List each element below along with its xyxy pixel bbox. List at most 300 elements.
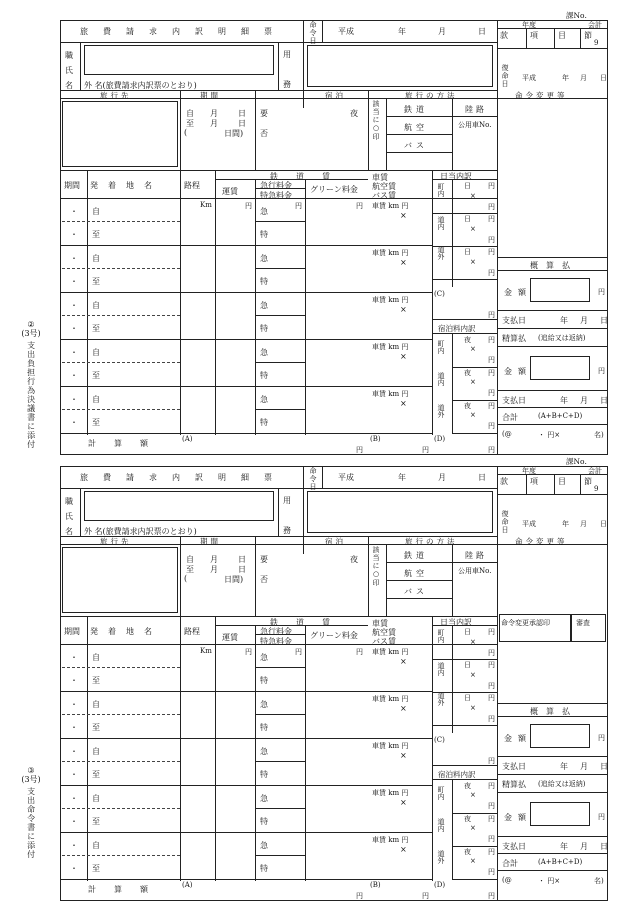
divider [554,28,555,48]
divider [80,42,81,90]
label-toku: 特 [260,277,268,286]
label-goukei: 合計 [502,859,518,868]
label-kake: × [470,704,476,712]
label-kake: × [470,857,476,865]
label-hi: 日 [238,119,246,128]
label-toku: 特 [260,230,268,239]
label-tsuki: 月 [580,396,588,405]
label-ji: 自 [92,653,100,662]
label-meirei-bi: 命令日 [309,467,317,491]
divider [255,362,305,363]
label-ji: 自 [92,348,100,357]
advance-amount-field[interactable] [530,724,590,748]
label-kake: × [470,258,476,266]
divider [255,634,305,635]
label-kingaku: 金額 [504,288,532,297]
label-rodo: 陸路 [465,551,487,560]
divider [80,488,81,536]
divider [497,716,608,717]
divider [452,544,453,616]
label-moku: 目 [558,31,566,40]
label-kake: × [400,704,407,713]
divider [368,536,369,616]
label-itaru: 至 [92,676,100,685]
label-kake: × [470,345,476,353]
label-km: Km [200,201,212,209]
divider [87,170,88,435]
label-itaru: 至 [92,817,100,826]
dashed-divider [62,268,180,269]
label-en: 円 [245,202,252,210]
divider [432,779,497,780]
divider [497,853,608,854]
label-en: 円 [488,682,495,690]
divider [386,116,452,117]
name-field[interactable] [84,491,274,521]
label-dot: ・ [70,817,78,826]
label-ryokou-saki: 旅行先 [100,91,132,100]
label-ji: 自 [92,841,100,850]
divider [497,407,608,408]
paren: ( [184,574,188,583]
label-en: 円 [488,815,495,823]
label-you2: 要 [260,109,268,118]
label-yoru: 夜 [350,555,358,564]
label-dot: ・ [70,348,78,357]
paren: ( [184,128,188,137]
label-shiharai_bi: 支払日 [502,396,526,405]
label-dounai: 道内 [437,818,445,832]
label-seisan: 精算払 [502,780,526,789]
label-nen: 年 [560,396,568,405]
label-dot: ・ [70,277,78,286]
label-heisei: 平成 [522,520,536,528]
label-kake: × [470,671,476,679]
divider [497,98,498,455]
label-goukei: 合計 [502,413,518,422]
label-itaru: 至 [92,864,100,873]
label-hatchaku: 発着地名 [90,181,162,190]
label-dougai: 道外 [437,692,445,706]
label-kou: 項 [530,477,538,486]
label-kake: × [400,845,407,854]
label-tsuki: 月 [210,119,218,128]
destination-field[interactable] [62,101,178,167]
label-tokkyu: 特急料金 [260,637,292,646]
dashed-divider [62,855,180,856]
divider [452,625,453,733]
label-nen: 年 [562,74,569,82]
label-nitto: 日当内訳 [440,618,472,627]
label-kikan: 期間 [200,91,221,100]
divider [386,152,452,153]
label-itaru: 至 [92,418,100,427]
divider [497,792,608,793]
divider [580,474,581,494]
divider [432,170,433,435]
label-kyu: 急 [260,207,268,216]
label-nen: 年 [560,762,568,771]
divider [278,42,279,90]
label-tsuki: 月 [580,762,588,771]
label-dot: ・ [70,371,78,380]
label-ji: 自 [92,700,100,709]
label-kyu: 急 [260,700,268,709]
divider [255,221,305,222]
label-tokkyu: 特急料金 [260,191,292,200]
label-B: (B) [370,881,381,889]
label-at: (@ [502,430,512,438]
divider [60,691,432,692]
divider [497,544,498,901]
divider [60,644,497,645]
divider [497,703,608,704]
label-unchin: 運賃 [222,633,238,642]
label-dot: ・ [70,841,78,850]
label-kake: × [400,211,407,220]
label-toku: 特 [260,770,268,779]
label-toku: 特 [260,723,268,732]
label-en: 円 [598,734,605,742]
label-moku: 目 [558,477,566,486]
label-dot: ・ [70,676,78,685]
divider [368,90,369,170]
label-dot: ・ [70,770,78,779]
label-toku: 特 [260,676,268,685]
travel-expense-form [60,20,608,455]
dashed-divider [62,315,180,316]
divider [60,832,432,833]
label-heisei: 平成 [338,473,354,482]
purpose-field[interactable] [307,491,493,533]
divider [452,179,453,287]
label-hi2: 否 [260,575,268,584]
label-shukuhaku_uchiwake: 宿泊料内訳 [438,770,476,779]
divider [432,279,497,280]
divider [255,315,305,316]
form-title: 旅費請求内訳明細票 [80,473,287,482]
label-nichi: 日 [464,694,471,702]
label-nichi: 日 [464,628,471,636]
divider [432,319,497,320]
label-shachin: 車賃 [372,173,388,182]
label-shachin-km: 車賃 km 円 [372,742,409,750]
label-keisan: 計算額 [88,439,166,448]
destination-field[interactable] [62,547,178,613]
divider [526,474,527,494]
label-hi: 日 [238,555,246,564]
label-green: グリーン料金 [310,185,358,194]
label-mei: 名 [65,527,73,536]
divider [497,774,608,775]
label-en: 円 [488,389,495,397]
section-number-label: 課No. [566,11,587,20]
label-toku: 特 [260,418,268,427]
label-chounai: 町内 [437,340,445,354]
label-en: 円 [488,269,495,277]
divider [255,188,305,189]
label-kake: × [400,657,407,666]
label-nendo: 年度 [522,467,536,475]
label-tsuki: 月 [438,473,446,482]
label-dot: ・ [70,653,78,662]
label-en: 円 [488,402,495,410]
label-nichi: 日 [464,661,471,669]
label-tsuki: 月 [580,74,587,82]
label-keisan: 計算額 [88,885,166,894]
label-shachin: 車賃 [372,619,388,628]
divider [303,20,304,108]
divider [497,328,608,329]
label-kake: × [470,192,476,200]
divider [60,386,432,387]
settlement-amount-field[interactable] [530,356,590,380]
label-dot: ・ [70,230,78,239]
divider [452,779,453,879]
label-en: 円 [488,715,495,723]
label-chounai: 町内 [437,183,445,197]
label-kyuko: 急行料金 [260,627,292,636]
label-shachin-km: 車賃 km 円 [372,648,409,656]
divider [497,346,608,347]
divider [255,808,305,809]
label-en: 円 [488,649,495,657]
label-en: 円 [488,422,495,430]
label-itaru: 至 [186,565,194,574]
label-dougai: 道外 [437,246,445,260]
label-tsuki: 月 [580,520,587,528]
label-heisei: 平成 [522,74,536,82]
label-A: (A) [182,435,193,443]
label-shachin-km: 車賃 km 円 [372,695,409,703]
divider [452,116,497,117]
label-itaru: 至 [92,277,100,286]
label-unchin: 運賃 [222,187,238,196]
label-km: Km [200,647,212,655]
label-kake: × [400,258,407,267]
label-en: 円 [488,369,495,377]
label-tsuki: 月 [580,316,588,325]
label-kake: × [470,378,476,386]
divider [87,616,88,881]
label-kouyousha: 公用車No. [458,121,492,129]
label-shi: 氏 [65,512,73,521]
divider [497,836,608,837]
label-koukuu_chin: 航空賃 [372,182,396,191]
label-name_note: 外 名(旅費請求内訳票のとおり) [84,81,197,90]
label-dot: ・ [70,395,78,404]
label-shukuhaku: 宿泊 [325,537,346,546]
divider [180,90,181,170]
label-en: 円 [488,868,495,876]
label-dot: ・ [70,418,78,427]
label-mu: 務 [283,526,291,535]
label-hi: 日 [600,74,607,82]
divider [497,756,608,757]
label-D: (D) [434,435,446,443]
label-basu: バス [404,141,428,150]
label-green: グリーン料金 [310,631,358,640]
divider [60,738,432,739]
label-rotei: 路程 [184,181,200,190]
label-kake: × [400,751,407,760]
label-shachin-km: 車賃 km 円 [372,836,409,844]
label-toku: 特 [260,817,268,826]
label-ryokou-houhou: 旅行の方法 [405,91,458,100]
divider [60,98,497,99]
label-rokou: 航空 [404,569,428,578]
label-dougai: 道外 [437,404,445,418]
divider [452,562,497,563]
label-dot: ・ [70,864,78,873]
label-tetsudou: 鉄道 [404,105,428,114]
label-dounai: 道内 [437,216,445,230]
label-you2: 要 [260,555,268,564]
divider [386,134,452,135]
label-hi: 日 [600,762,608,771]
label-dot: ・ [70,794,78,803]
label-ji: 自 [92,254,100,263]
label-hi: 日 [238,109,246,118]
divider [255,409,305,410]
label-ryokou-saki: 旅行先 [100,537,132,546]
divider [255,179,256,435]
divider [255,761,305,762]
divider [432,625,497,626]
divider [497,390,608,391]
dashed-divider [62,221,180,222]
form-number: ③ [27,766,35,775]
label-en: 円 [488,311,495,319]
label-ji: 自 [186,109,194,118]
label-ryokou-houhou: 旅行の方法 [405,537,458,546]
label-rokou: 航空 [404,123,428,132]
label-en: 円 [488,661,495,669]
label-rotei: 路程 [184,627,200,636]
label-hi: 日 [600,316,608,325]
label-kake: × [470,638,476,646]
label-en: 円 [422,446,429,454]
label-kikan: 期間 [200,537,221,546]
label-en: 円 [488,694,495,702]
label-nichi: 日 [464,182,471,190]
label-ji: 自 [92,794,100,803]
label-kyu: 急 [260,747,268,756]
label-toku: 特 [260,864,268,873]
divider [255,625,256,881]
label-gaisan: 概算払 [530,261,578,270]
label-mei: 名 [65,81,73,90]
divider [452,98,453,170]
divider [255,90,256,170]
attachment-text: 支出負担行為決議書に添付 [26,341,36,450]
label-en: 円 [488,336,495,344]
advance-amount-field[interactable] [530,278,590,302]
divider [215,170,216,435]
label-en: 円 [488,248,495,256]
label-en: 円 [488,848,495,856]
divider [255,855,305,856]
label-itaru: 至 [92,723,100,732]
divider [386,598,452,599]
label-kaikei: 会計 [588,467,602,475]
label-en: 円 [598,367,605,375]
label-shachin-km: 車賃 km 円 [372,296,409,304]
label-yoru2: 夜 [464,815,471,823]
label-en: 円 [488,182,495,190]
label-setsu: 節 [584,31,592,40]
label-meirei-henkou: 命令変更等 [515,537,568,546]
settlement-amount-field[interactable] [530,802,590,826]
label-nichi: 日 [464,248,471,256]
label-seisan_note: (追給又は返納) [538,334,586,342]
label-shachin-km: 車賃 km 円 [372,390,409,398]
divider [497,257,608,258]
label-gaitou: 該当に○印 [372,546,380,587]
divider [386,580,452,581]
label-itaru: 至 [186,119,194,128]
label-you: 用 [283,496,291,505]
attachment-text: 支出命令書に添付 [26,787,36,860]
label-dot: ・ [70,324,78,333]
divider [215,616,216,881]
label-A: (A) [182,881,193,889]
label-en: 円 [488,446,495,454]
label-nen: 年 [560,842,568,851]
label-kikan2: 期間 [64,181,80,190]
dashed-divider [62,808,180,809]
label-en: 円 [488,236,495,244]
label-heisei: 平成 [338,27,354,36]
label-name_note: 外 名(旅費請求内訳票のとおり) [84,527,197,536]
label-en: 円 [488,356,495,364]
label-dot: ・ [70,254,78,263]
label-fukumei-bi: 復命日 [501,64,509,88]
section-number-label: 課No. [566,457,587,466]
divider [180,536,181,616]
label-yoru2: 夜 [464,848,471,856]
label-hi: 日 [478,27,486,36]
divider [497,270,608,271]
label-fukumei-bi: 復命日 [501,510,509,534]
label-kan: 款 [500,477,508,486]
label-en: 円 [488,757,495,765]
label-shachin-km: 車賃 km 円 [372,789,409,797]
divider [305,179,306,435]
attachment-note [6,766,56,862]
label-en: 円 [295,648,302,656]
label-nen: 年 [562,520,569,528]
form-code: (3号) [21,775,41,785]
label-chounai: 町内 [437,786,445,800]
name-field[interactable] [84,45,274,75]
label-gaitou: 該当に○印 [372,100,380,141]
divider [452,879,497,880]
divider [60,544,497,545]
label-itaru: 至 [92,230,100,239]
label-basu_chin: バス賃 [372,637,396,646]
divider [60,245,432,246]
label-goukei_formula: (A+B+C+D) [538,858,583,866]
divider [255,714,305,715]
label-en: 円 [422,892,429,900]
label-B: (B) [370,435,381,443]
label-C: (C) [434,290,445,298]
label-setsu_no: 9 [594,39,599,47]
label-yoru2: 夜 [464,336,471,344]
purpose-field[interactable] [307,45,493,87]
dashed-divider [62,761,180,762]
